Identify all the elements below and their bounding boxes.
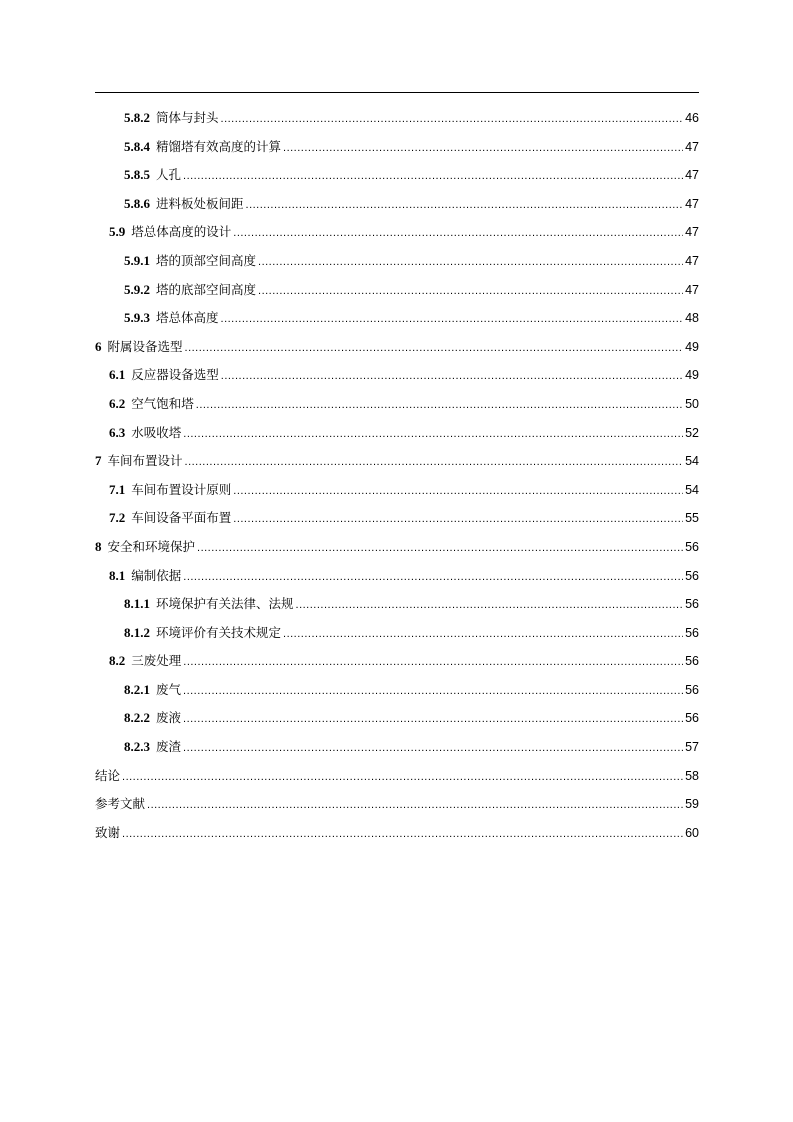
toc-entry-number: 5.9.3 (124, 310, 150, 326)
toc-entry-page-number: 54 (685, 454, 699, 469)
toc-entry-title: 致谢 (95, 824, 121, 840)
toc-entry-title: 车间设备平面布置 (131, 510, 232, 526)
toc-entry[interactable] (95, 508, 699, 537)
toc-entry[interactable] (95, 737, 699, 766)
dot-leader (233, 511, 683, 526)
toc-entry-number: 8.2.1 (124, 681, 150, 697)
dot-leader (183, 426, 683, 441)
toc-entry-number: 8.1 (109, 567, 126, 583)
toc-entry-page-number: 47 (685, 225, 699, 240)
toc-entry-number: 7.1 (109, 481, 126, 497)
toc-entry[interactable] (95, 108, 699, 137)
toc-entry-page-number: 57 (685, 740, 699, 755)
toc-entry[interactable] (95, 680, 699, 709)
dot-leader (283, 140, 683, 155)
toc-entry-number: 5.9 (109, 224, 126, 240)
toc-entry-title: 附属设备选型 (107, 338, 183, 354)
toc-entry-title: 编制依据 (131, 567, 182, 583)
dot-leader (122, 769, 683, 784)
toc-entry-title: 废气 (156, 681, 182, 697)
dot-leader (221, 311, 684, 326)
toc-entry-title: 精馏塔有效高度的计算 (156, 138, 282, 154)
toc-entry-number: 8.2 (109, 653, 126, 669)
toc-entry-title: 废渣 (156, 739, 182, 755)
toc-entry[interactable] (95, 365, 699, 394)
toc-entry-number: 6.2 (109, 395, 126, 411)
toc-entry[interactable] (95, 194, 699, 223)
dot-leader (183, 740, 683, 755)
toc-entry-title: 塔的顶部空间高度 (156, 252, 257, 268)
dot-leader (185, 454, 684, 469)
dot-leader (147, 797, 683, 812)
toc-entry[interactable] (95, 594, 699, 623)
toc-entry-page-number: 58 (685, 768, 699, 783)
toc-entry-title: 进料板处板间距 (156, 195, 244, 211)
toc-entry-title: 环境评价有关技术规定 (156, 624, 282, 640)
toc-entry[interactable] (95, 451, 699, 480)
toc-entry-number: 5.8.6 (124, 195, 150, 211)
toc-entry-page-number: 49 (685, 339, 699, 354)
toc-entry-page-number: 56 (685, 654, 699, 669)
dot-leader (258, 254, 683, 269)
toc-entry-number: 6.3 (109, 424, 126, 440)
toc-entry-page-number: 56 (685, 539, 699, 554)
toc-entry[interactable] (95, 280, 699, 309)
toc-entry[interactable] (95, 308, 699, 337)
toc-entry[interactable] (95, 394, 699, 423)
toc-entry-number: 6 (95, 338, 102, 354)
toc-entry[interactable] (95, 651, 699, 680)
toc-entry-title: 环境保护有关法律、法规 (156, 596, 294, 612)
toc-entry-title: 参考文献 (95, 796, 146, 812)
dot-leader (122, 826, 683, 841)
toc-entry-title: 车间布置设计原则 (131, 481, 232, 497)
dot-leader (258, 283, 683, 298)
dot-leader (283, 626, 683, 641)
dot-leader (183, 168, 683, 183)
toc-entry-title: 人孔 (156, 167, 182, 183)
toc-entry[interactable] (95, 623, 699, 652)
toc-entry-title: 三废处理 (131, 653, 182, 669)
dot-leader (246, 197, 684, 212)
toc-entry[interactable] (95, 566, 699, 595)
toc-entry-page-number: 47 (685, 196, 699, 211)
toc-entry-page-number: 56 (685, 597, 699, 612)
toc-entry-number: 6.1 (109, 367, 126, 383)
toc-entry-page-number: 47 (685, 253, 699, 268)
toc-entry-page-number: 49 (685, 368, 699, 383)
dot-leader (185, 340, 684, 355)
toc-entry-number: 8.1.1 (124, 596, 150, 612)
toc-entry-title: 筒体与封头 (156, 110, 219, 125)
toc-entry[interactable] (95, 137, 699, 166)
toc-entry-number: 7 (95, 453, 102, 469)
toc-entry[interactable] (95, 537, 699, 566)
toc-entry[interactable] (95, 794, 699, 823)
toc-entry-number: 5.9.2 (124, 281, 150, 297)
dot-leader (233, 483, 683, 498)
toc-entry-page-number: 55 (685, 511, 699, 526)
toc-entry-page-number: 47 (685, 139, 699, 154)
toc-entry-title: 塔总体高度的设计 (131, 224, 232, 240)
toc-entry-page-number: 59 (685, 797, 699, 812)
header-rule (95, 92, 699, 93)
dot-leader (197, 540, 683, 555)
toc-entry[interactable] (95, 165, 699, 194)
toc-entry-title: 废液 (156, 710, 182, 726)
dot-leader (221, 368, 683, 383)
table-of-contents (95, 108, 699, 851)
toc-entry[interactable] (95, 251, 699, 280)
dot-leader (233, 225, 683, 240)
toc-entry-page-number: 56 (685, 625, 699, 640)
toc-entry-page-number: 56 (685, 711, 699, 726)
toc-entry-number: 8.2.3 (124, 739, 150, 755)
toc-entry[interactable] (95, 766, 699, 795)
toc-entry[interactable] (95, 423, 699, 452)
dot-leader (221, 111, 684, 126)
toc-entry-page-number: 56 (685, 568, 699, 583)
toc-entry-page-number: 54 (685, 482, 699, 497)
dot-leader (196, 397, 683, 412)
toc-entry-page-number: 56 (685, 682, 699, 697)
dot-leader (183, 683, 683, 698)
toc-entry-title: 车间布置设计 (107, 453, 183, 469)
toc-entry[interactable] (95, 708, 699, 737)
toc-entry-number: 8.2.2 (124, 710, 150, 726)
toc-entry[interactable] (95, 480, 699, 509)
toc-entry-number: 8.1.2 (124, 624, 150, 640)
toc-entry-title: 塔的底部空间高度 (156, 281, 257, 297)
dot-leader (296, 597, 684, 612)
toc-entry-title: 塔总体高度 (156, 310, 219, 326)
toc-entry-page-number: 47 (685, 282, 699, 297)
toc-entry-number: 8 (95, 538, 102, 554)
toc-entry-title: 结论 (95, 767, 121, 783)
toc-entry-number: 7.2 (109, 510, 126, 526)
toc-entry-title: 反应器设备选型 (131, 367, 219, 383)
toc-entry-title: 水吸收塔 (131, 424, 182, 440)
toc-entry[interactable] (95, 222, 699, 251)
toc-entry-number: 5.8.5 (124, 167, 150, 183)
toc-entry-page-number: 60 (685, 825, 699, 840)
toc-entry-number: 5.9.1 (124, 252, 150, 268)
toc-entry[interactable] (95, 823, 699, 852)
toc-entry-page-number: 47 (685, 168, 699, 183)
toc-entry-number: 5.8.2 (124, 110, 150, 125)
toc-entry-number: 5.8.4 (124, 138, 150, 154)
dot-leader (183, 654, 683, 669)
toc-entry-title: 安全和环境保护 (107, 538, 196, 554)
toc-entry[interactable] (95, 337, 699, 366)
toc-entry-title: 空气饱和塔 (131, 395, 194, 411)
dot-leader (183, 569, 683, 584)
toc-entry-page-number: 52 (685, 425, 699, 440)
toc-entry-page-number: 48 (685, 311, 699, 326)
toc-entry-page-number: 46 (685, 111, 699, 125)
toc-entry-page-number: 50 (685, 396, 699, 411)
dot-leader (183, 711, 683, 726)
